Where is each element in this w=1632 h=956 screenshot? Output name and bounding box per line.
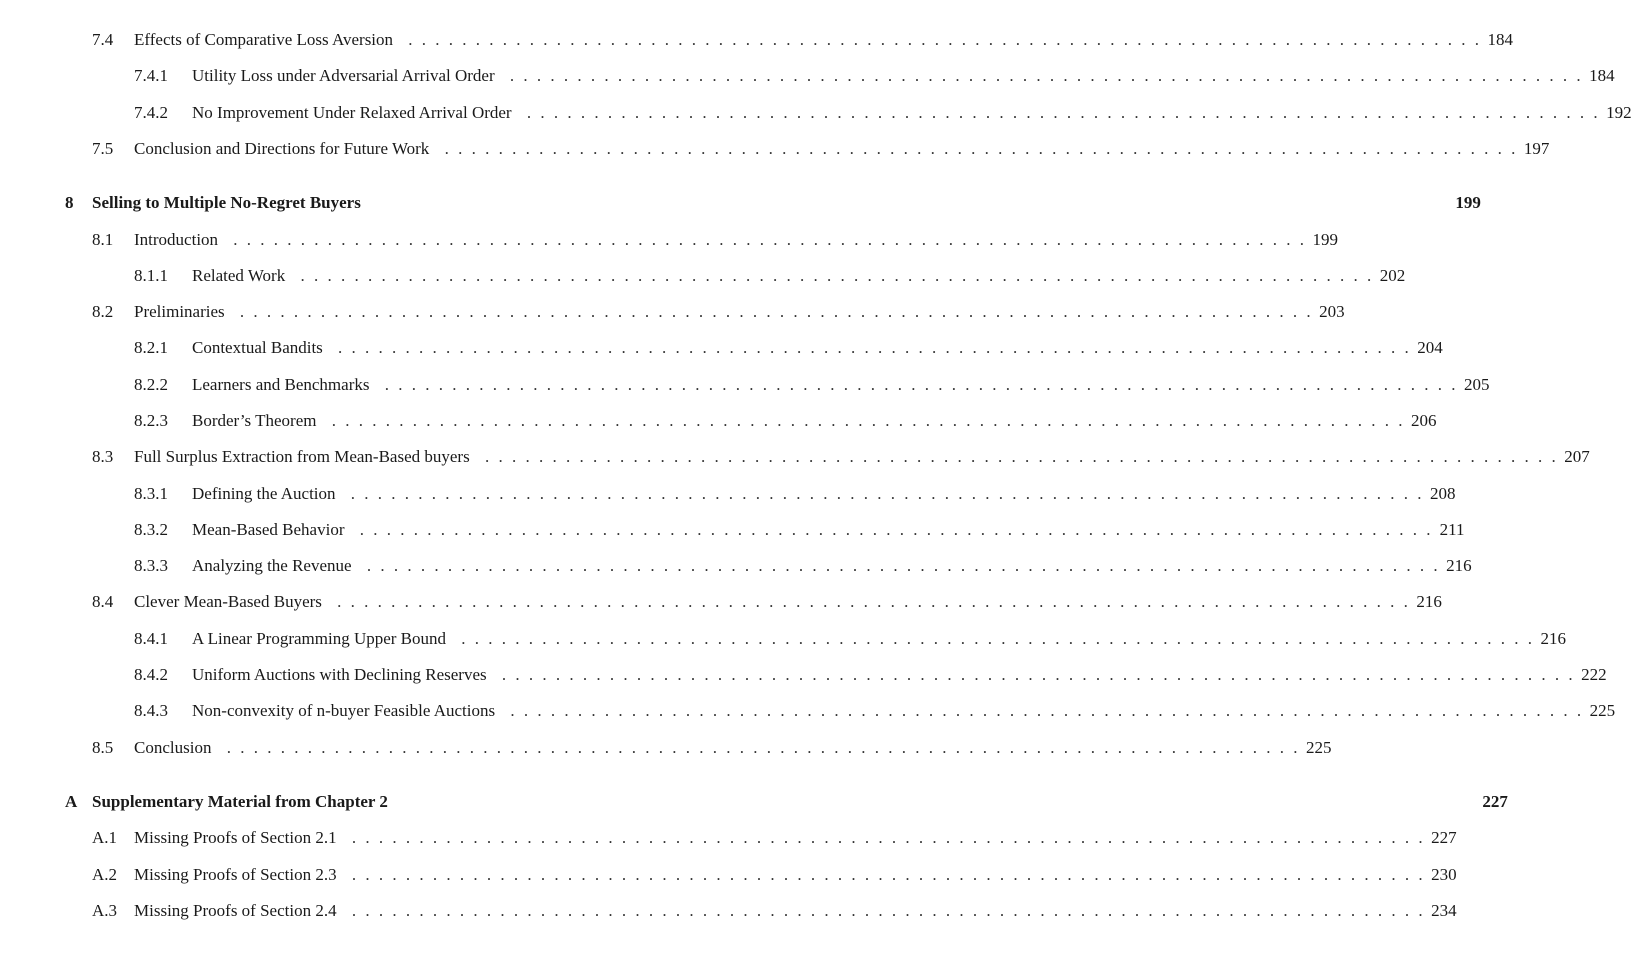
entry-page-number: 227 — [1431, 828, 1457, 847]
entry-title: Border’s Theorem — [192, 411, 317, 430]
toc-entry-section[interactable] — [0, 445, 1590, 469]
entry-page-number: 230 — [1431, 865, 1457, 884]
entry-title: Missing Proofs of Section 2.3 — [134, 865, 337, 884]
entry-page-number: 206 — [1410, 411, 1437, 430]
entry-page-number: 205 — [1463, 375, 1490, 394]
entry-page-number: 211 — [1439, 520, 1465, 539]
dot-leader: . . . . . . . . . . . . . . . . . . . . . . . . . . . . . . . . . . . . . . . . . . . . . . . . . . . . . . . . . . . . . . . . . . . . . . . . . . . . . . . . — [217, 738, 1298, 757]
entry-number: 8 — [65, 193, 74, 212]
entry-number: 8.1.1 — [134, 266, 168, 285]
entry-page-number: 207 — [1564, 447, 1590, 466]
dot-leader: . . . . . . . . . . . . . . . . . . . . . . . . . . . . . . . . . . . . . . . . . . . . . . . . . . . . . . . . . . . . . . . . . . . . . . . . . . . . . . . . — [342, 901, 1423, 920]
entry-page-number: 204 — [1417, 338, 1443, 357]
entry-title: Related Work — [192, 266, 286, 285]
entry-title: Conclusion and Directions for Future Work — [134, 139, 430, 158]
toc-entry-section[interactable] — [0, 137, 1550, 161]
entry-number: A.1 — [92, 828, 118, 847]
toc-entry-section[interactable] — [0, 736, 1332, 760]
toc-entry-section[interactable] — [0, 300, 1345, 324]
entry-title: Missing Proofs of Section 2.1 — [134, 828, 337, 847]
dot-leader: . . . . . . . . . . . . . . . . . . . . . . . . . . . . . . . . . . . . . . . . . . . . . . . . . . . . . . . . . . . . . . . . . . . . . . . . . . . . . . . . — [517, 103, 1598, 122]
entry-number: 7.4.2 — [134, 103, 168, 122]
toc-entry-section[interactable] — [0, 28, 1514, 52]
entry-title: Missing Proofs of Section 2.4 — [134, 901, 337, 920]
entry-title: Contextual Bandits — [192, 338, 323, 357]
entry-page-number: 199 — [1455, 193, 1481, 212]
entry-title: Selling to Multiple No-Regret Buyers — [92, 193, 361, 212]
entry-title: Full Surplus Extraction from Mean-Based buyers — [134, 447, 470, 466]
entry-title: Uniform Auctions with Declining Reserves — [192, 665, 487, 684]
dot-leader: . . . . . . . . . . . . . . . . . . . . . . . . . . . . . . . . . . . . . . . . . . . . . . . . . . . . . . . . . . . . . . . . . . . . . . . . . . . . . . . . — [500, 66, 1581, 85]
entry-title: Utility Loss under Adversarial Arrival Order — [192, 66, 495, 85]
entry-number: 7.4 — [92, 30, 114, 49]
entry-number: 8.4.2 — [134, 665, 168, 684]
entry-number: 8.3 — [92, 447, 114, 466]
entry-page-number: 222 — [1581, 665, 1607, 684]
toc-entry-chapter[interactable] — [0, 790, 1508, 814]
toc-entry-section[interactable] — [0, 228, 1339, 252]
toc-entry-subsection[interactable] — [0, 101, 1632, 125]
dot-leader: . . . . . . . . . . . . . . . . . . . . . . . . . . . . . . . . . . . . . . . . . . . . . . . . . . . . . . . . . . . . . . . . . . . . . . . . . . . . . . . . — [375, 375, 1456, 394]
entry-page-number: 192 — [1606, 103, 1632, 122]
toc-entry-subsection[interactable] — [0, 64, 1615, 88]
dot-leader: . . . . . . . . . . . . . . . . . . . . . . . . . . . . . . . . . . . . . . . . . . . . . . . . . . . . . . . . . . . . . . . . . . . . . . . . . . . . . . . . — [492, 665, 1573, 684]
entry-title: Analyzing the Revenue — [192, 556, 352, 575]
entry-page-number: 216 — [1446, 556, 1472, 575]
entry-number: 8.3.2 — [134, 520, 168, 539]
entry-title: Non-convexity of n-buyer Feasible Auctions — [192, 701, 496, 720]
entry-page-number: 184 — [1487, 30, 1514, 49]
toc-entry-chapter[interactable] — [0, 191, 1481, 215]
entry-number: 7.4.1 — [134, 66, 168, 85]
dot-leader: . . . . . . . . . . . . . . . . . . . . . . . . . . . . . . . . . . . . . . . . . . . . . . . . . . . . . . . . . . . . . . . . . . . . . . . . . . . . . . . . — [435, 139, 1516, 158]
entry-page-number: 184 — [1589, 66, 1615, 85]
toc-entry-subsection[interactable] — [0, 554, 1472, 578]
toc-entry-section[interactable] — [0, 899, 1457, 923]
entry-page-number: 197 — [1523, 139, 1550, 158]
dot-leader: . . . . . . . . . . . . . . . . . . . . . . . . . . . . . . . . . . . . . . . . . . . . . . . . . . . . . . . . . . . . . . . . . . . . . . . . . . . . . . . . — [350, 520, 1431, 539]
toc-entry-subsection[interactable] — [0, 482, 1456, 506]
dot-leader: . . . . . . . . . . . . . . . . . . . . . . . . . . . . . . . . . . . . . . . . . . . . . . . . . . . . . . . . . . . . . . . . . . . . . . . . . . . . . . . . — [322, 411, 1403, 430]
entry-page-number: 225 — [1589, 701, 1616, 720]
entry-page-number: 227 — [1482, 792, 1508, 811]
entry-title: Introduction — [134, 230, 219, 249]
dot-leader: . . . . . . . . . . . . . . . . . . . . . . . . . . . . . . . . . . . . . . . . . . . . . . . . . . . . . . . . . . . . . . . . . . . . . . . . . . . . . . . . — [452, 629, 1533, 648]
toc-entry-section[interactable] — [0, 863, 1457, 887]
entry-number: A — [65, 792, 78, 811]
toc-entry-subsection[interactable] — [0, 264, 1406, 288]
entry-page-number: 234 — [1431, 901, 1457, 920]
dot-leader: . . . . . . . . . . . . . . . . . . . . . . . . . . . . . . . . . . . . . . . . . . . . . . . . . . . . . . . . . . . . . . . . . . . . . . . . . . . . . . . . — [357, 556, 1438, 575]
entry-number: 8.2.3 — [134, 411, 168, 430]
dot-leader: . . . . . . . . . . . . . . . . . . . . . . . . . . . . . . . . . . . . . . . . . . . . . . . . . . . . . . . . . . . . . . . . . . . . . . . . . . . . . . . . — [291, 266, 1372, 285]
entry-title: Clever Mean-Based Buyers — [134, 592, 322, 611]
entry-title: Effects of Comparative Loss Aversion — [134, 30, 394, 49]
entry-number: 8.2.1 — [134, 338, 168, 357]
dot-leader: . . . . . . . . . . . . . . . . . . . . . . . . . . . . . . . . . . . . . . . . . . . . . . . . . . . . . . . . . . . . . . . . . . . . . . . . . . . . . . . . — [341, 484, 1422, 503]
toc-entry-section[interactable] — [0, 826, 1457, 850]
entry-number: 8.4 — [92, 592, 114, 611]
dot-leader: . . . . . . . . . . . . . . . . . . . . . . . . . . . . . . . . . . . . . . . . . . . . . . . . . . . . . . . . . . . . . . . . . . . . . . . . . . . . . . . . — [399, 30, 1480, 49]
toc-entry-subsection[interactable] — [0, 663, 1607, 687]
entry-page-number: 216 — [1416, 592, 1442, 611]
entry-number: 8.3.3 — [134, 556, 168, 575]
entry-number: 8.4.1 — [134, 629, 168, 648]
dot-leader: . . . . . . . . . . . . . . . . . . . . . . . . . . . . . . . . . . . . . . . . . . . . . . . . . . . . . . . . . . . . . . . . . . . . . . . . . . . . . . . . — [501, 701, 1582, 720]
dot-leader: . . . . . . . . . . . . . . . . . . . . . . . . . . . . . . . . . . . . . . . . . . . . . . . . . . . . . . . . . . . . . . . . . . . . . . . . . . . . . . . . — [327, 592, 1408, 611]
entry-page-number: 203 — [1319, 302, 1345, 321]
entry-title: No Improvement Under Relaxed Arrival Order — [192, 103, 512, 122]
entry-number: 8.3.1 — [134, 484, 168, 503]
entry-number: 8.1 — [92, 230, 114, 249]
toc-entry-subsection[interactable] — [0, 627, 1567, 651]
toc-entry-subsection[interactable] — [0, 518, 1465, 542]
entry-title: Conclusion — [134, 738, 212, 757]
entry-page-number: 216 — [1540, 629, 1567, 648]
toc-entry-subsection[interactable] — [0, 699, 1616, 723]
entry-page-number: 202 — [1379, 266, 1406, 285]
dot-leader: . . . . . . . . . . . . . . . . . . . . . . . . . . . . . . . . . . . . . . . . . . . . . . . . . . . . . . . . . . . . . . . . . . . . . . . . . . . . . . . . — [230, 302, 1311, 321]
entry-title: Learners and Benchmarks — [192, 375, 370, 394]
toc-entry-subsection[interactable] — [0, 336, 1443, 360]
dot-leader: . . . . . . . . . . . . . . . . . . . . . . . . . . . . . . . . . . . . . . . . . . . . . . . . . . . . . . . . . . . . . . . . . . . . . . . . . . . . . . . . — [475, 447, 1556, 466]
entry-title: Defining the Auction — [192, 484, 336, 503]
entry-number: 7.5 — [92, 139, 114, 158]
entry-number: 8.4.3 — [134, 701, 168, 720]
dot-leader: . . . . . . . . . . . . . . . . . . . . . . . . . . . . . . . . . . . . . . . . . . . . . . . . . . . . . . . . . . . . . . . . . . . . . . . . . . . . . . . . — [342, 865, 1423, 884]
dot-leader: . . . . . . . . . . . . . . . . . . . . . . . . . . . . . . . . . . . . . . . . . . . . . . . . . . . . . . . . . . . . . . . . . . . . . . . . . . . . . . . . — [342, 828, 1423, 847]
dot-leader: . . . . . . . . . . . . . . . . . . . . . . . . . . . . . . . . . . . . . . . . . . . . . . . . . . . . . . . . . . . . . . . . . . . . . . . . . . . . . . . . — [224, 230, 1305, 249]
toc-entry-subsection[interactable] — [0, 409, 1437, 433]
toc-entry-section[interactable] — [0, 590, 1442, 614]
entry-number: A.2 — [92, 865, 118, 884]
entry-title: Preliminaries — [134, 302, 225, 321]
entry-title: A Linear Programming Upper Bound — [192, 629, 447, 648]
entry-page-number: 199 — [1312, 230, 1339, 249]
entry-page-number: 225 — [1305, 738, 1332, 757]
dot-leader: . . . . . . . . . . . . . . . . . . . . . . . . . . . . . . . . . . . . . . . . . . . . . . . . . . . . . . . . . . . . . . . . . . . . . . . . . . . . . . . . — [328, 338, 1409, 357]
entry-number: 8.2 — [92, 302, 114, 321]
entry-title: Mean-Based Behavior — [192, 520, 345, 539]
entry-page-number: 208 — [1430, 484, 1456, 503]
entry-number: 8.5 — [92, 738, 114, 757]
entry-title: Supplementary Material from Chapter 2 — [92, 792, 388, 811]
entry-number: A.3 — [92, 901, 118, 920]
entry-number: 8.2.2 — [134, 375, 168, 394]
toc-entry-subsection[interactable] — [0, 373, 1490, 397]
